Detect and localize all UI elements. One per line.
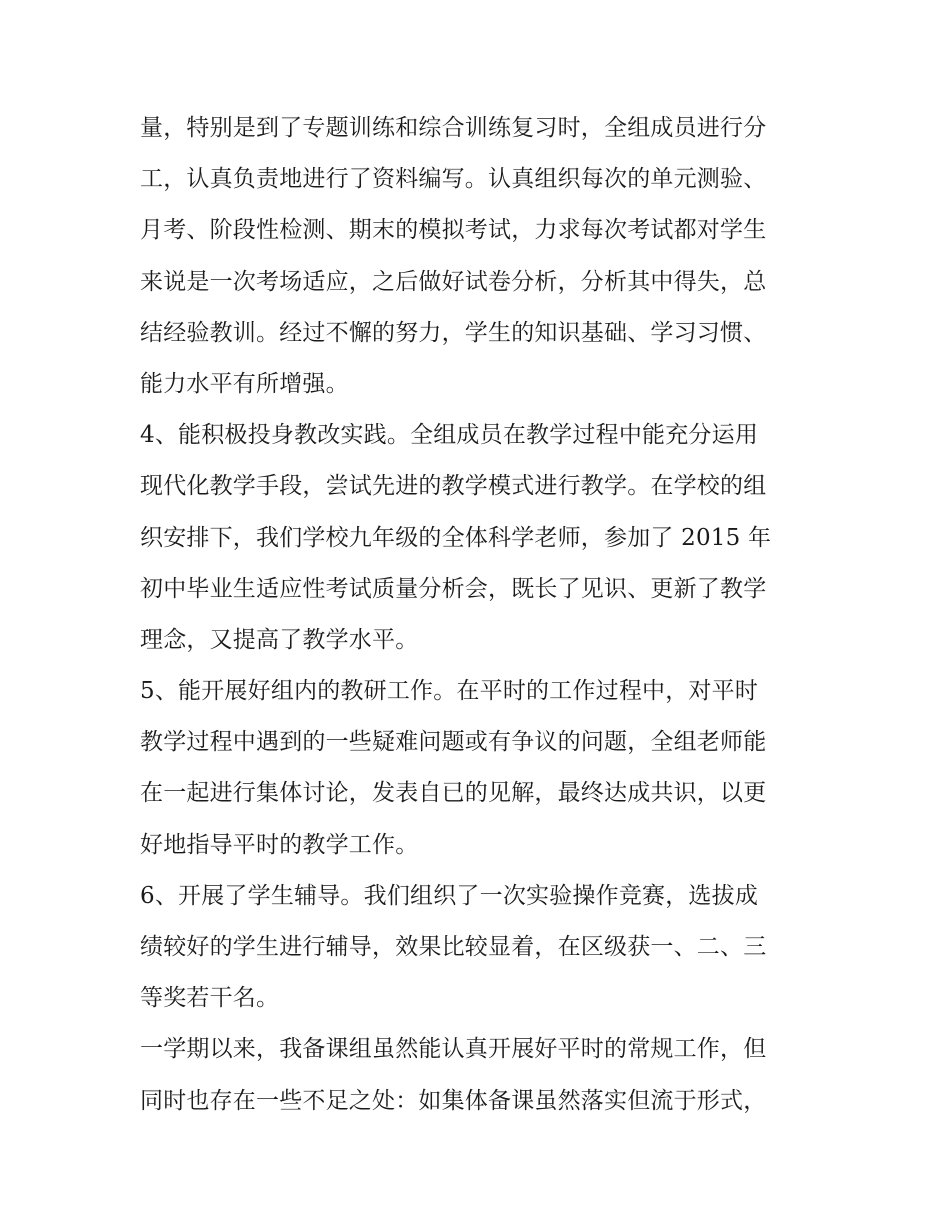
text-line: 能力水平有所增强。 [140,370,349,397]
text-line: 6、开展了学生辅导。我们组织了一次实验操作竞赛，选拔成 [140,882,759,909]
text-line: 同时也存在一些不足之处：如集体备课虽然落实但流于形式， [140,1087,767,1114]
text-line: 工，认真负责地进行了资料编写。认真组织每次的单元测验、 [140,166,767,193]
text-line: 5、能开展好组内的教研工作。在平时的工作过程中，对平时 [140,678,759,705]
text-line: 理念，又提高了教学水平。 [140,626,419,653]
text-line: 初中毕业生适应性考试质量分析会，既长了见识、更新了教学 [140,575,767,602]
text-line: 一学期以来，我备课组虽然能认真开展好平时的常规工作，但 [140,1036,767,1063]
text-line: 月考、阶段性检测、期末的模拟考试，力求每次考试都对学生 [140,217,767,244]
text-line: 现代化教学手段，尝试先进的教学模式进行教学。在学校的组 [140,473,767,500]
document-body [140,103,812,1127]
text-line: 织安排下，我们学校九年级的全体科学老师，参加了 2015 年 [140,524,772,551]
text-line: 来说是一次考场适应，之后做好试卷分析，分析其中得失，总 [140,268,767,295]
text-line: 4、能积极投身教改实践。全组成员在教学过程中能充分运用 [140,422,759,449]
text-line: 量，特别是到了专题训练和综合训练复习时，全组成员进行分 [140,115,767,141]
text-line: 好地指导平时的教学工作。 [140,831,419,858]
text-line: 在一起进行集体讨论，发表自已的见解，最终达成共识，以更 [140,780,767,807]
text-line: 等奖若干名。 [140,985,280,1012]
text-line: 教学过程中遇到的一些疑难问题或有争议的问题，全组老师能 [140,729,767,756]
text-line: 结经验教训。经过不懈的努力，学生的知识基础、学习习惯、 [140,319,767,346]
text-line: 绩较好的学生进行辅导，效果比较显着，在区级获一、二、三 [140,934,767,960]
